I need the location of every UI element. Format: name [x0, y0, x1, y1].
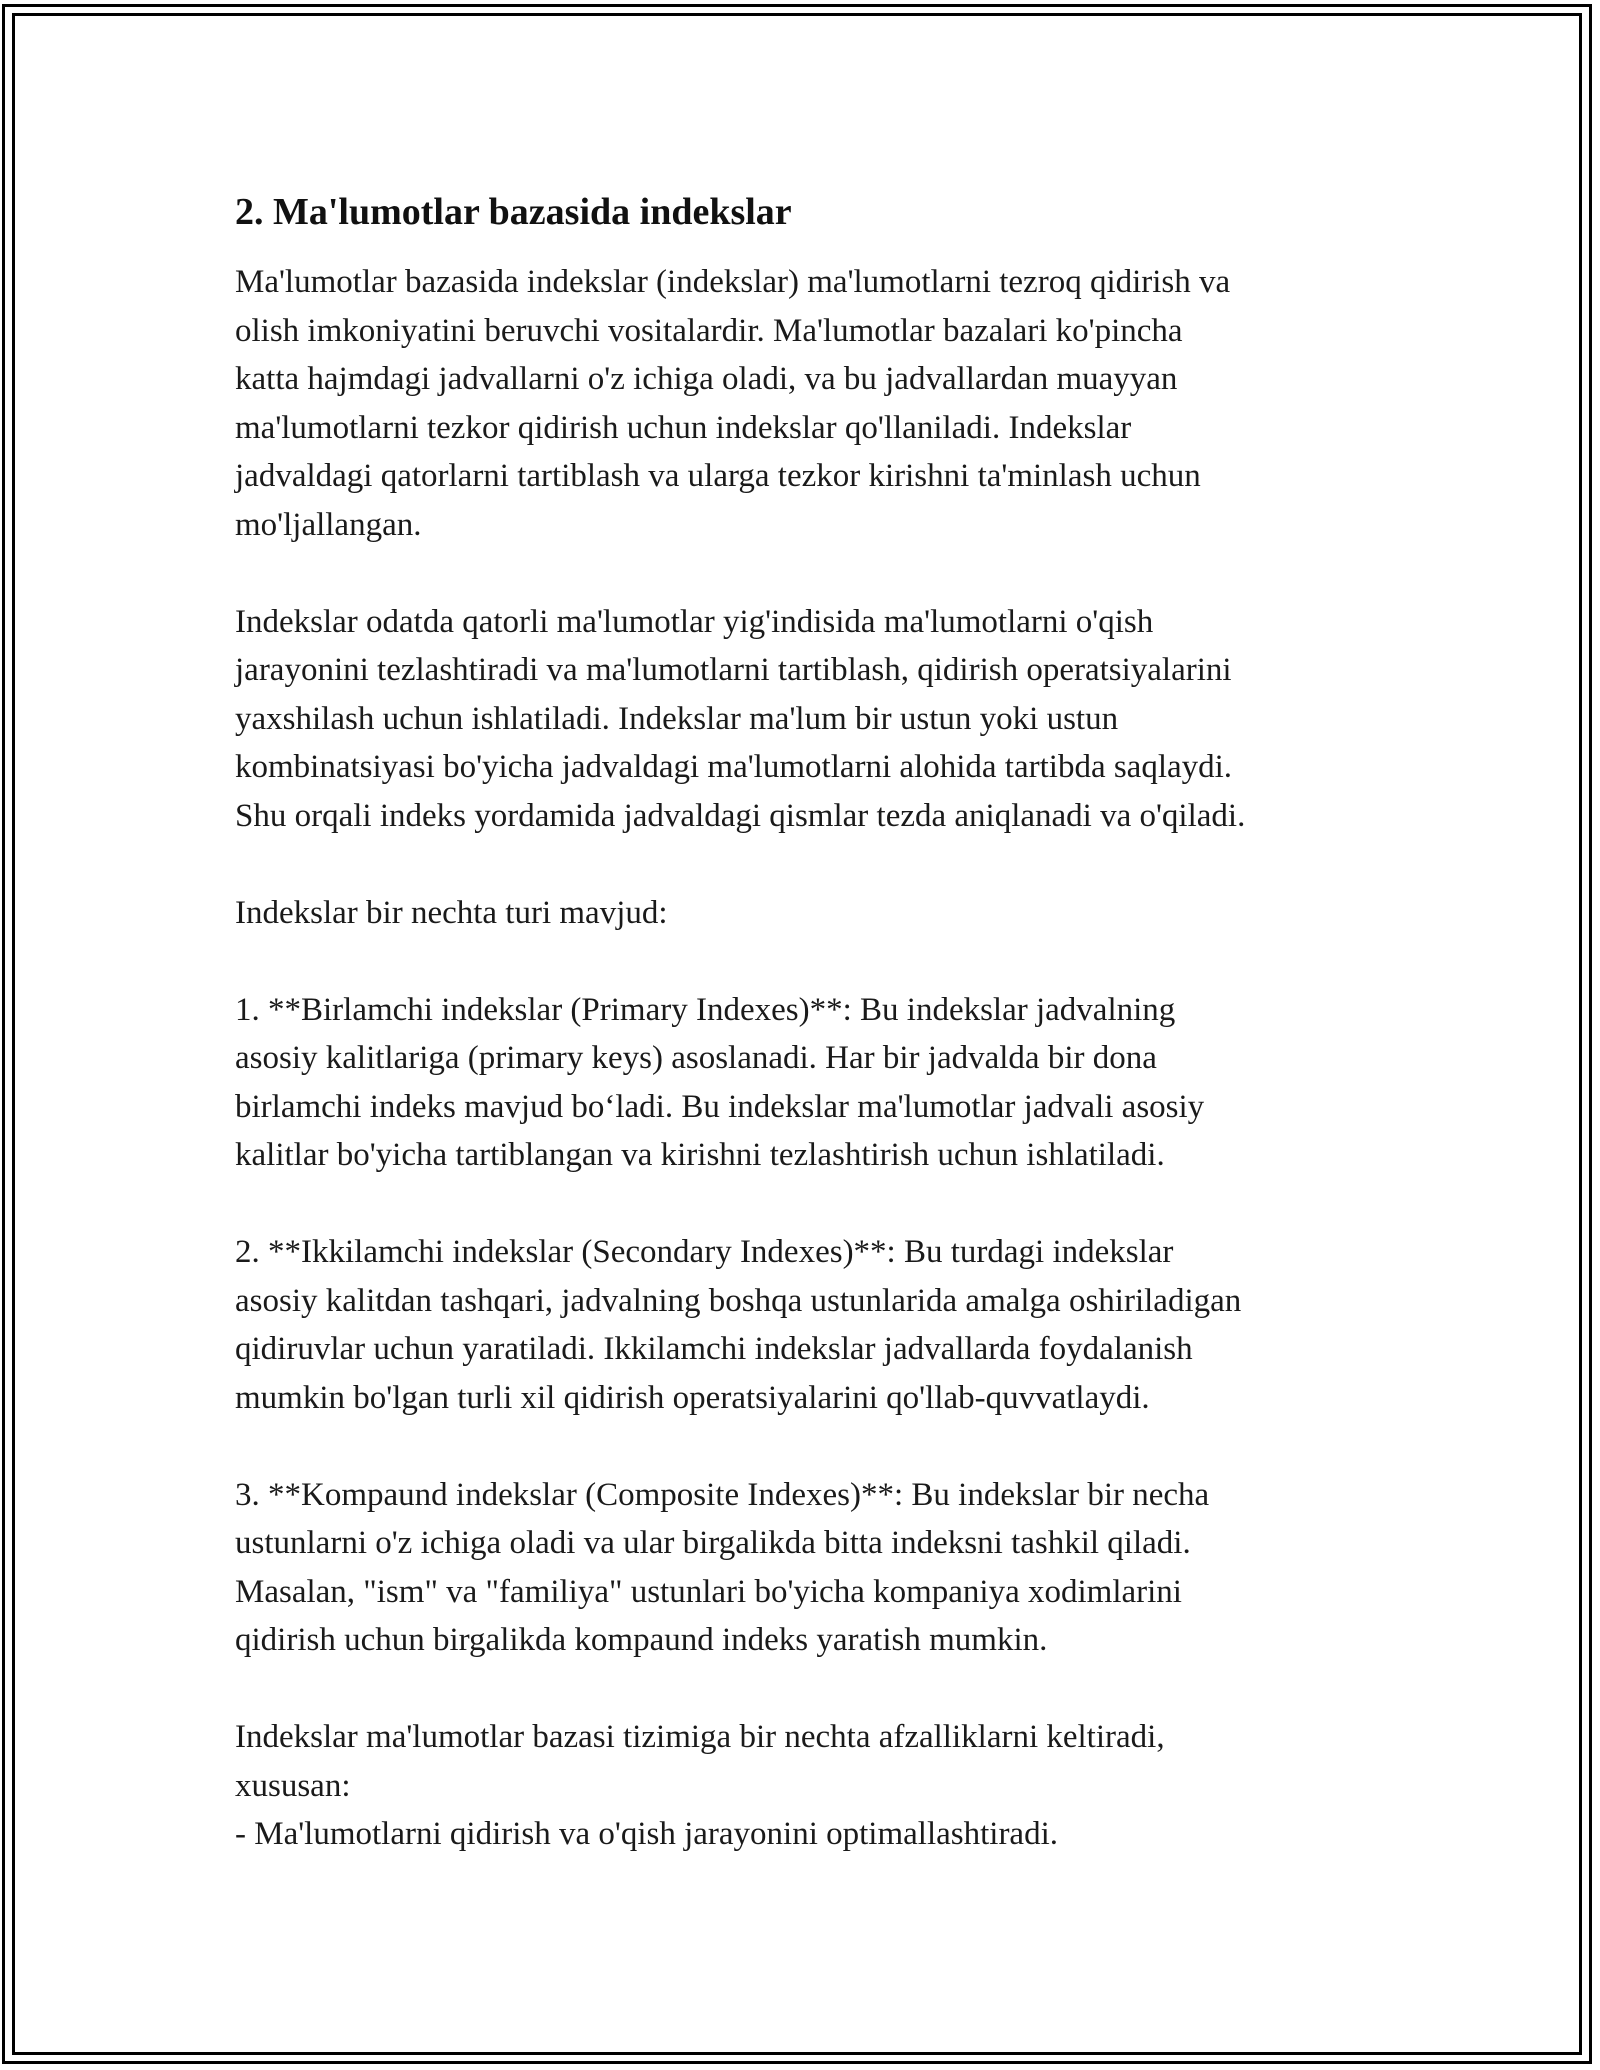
text-line: olish imkoniyatini beruvchi vositalardir. Ma'lumotlar bazalari ko'pincha	[235, 312, 1183, 349]
text-line: Shu orqali indeks yordamida jadvaldagi qismlar tezda aniqlanadi va o'qiladi.	[235, 797, 1246, 834]
text-line: Masalan, "ism" va "familiya" ustunlari bo'yicha kompaniya xodimlarini	[235, 1573, 1182, 1610]
section-heading: 2. Ma'lumotlar bazasida indekslar	[235, 191, 792, 233]
list-item-secondary	[235, 1228, 1375, 1422]
text-line: ustunlarni o'z ichiga oladi va ular birgalikda bitta indeksni tashkil qiladi.	[235, 1525, 1191, 1561]
text-line: 2. **Ikkilamchi indekslar (Secondary Indexes)**: Bu turdagi indekslar	[235, 1234, 1174, 1270]
paragraph-advantages	[235, 1713, 1375, 1859]
text-line: birlamchi indeks mavjud bo‘ladi. Bu indekslar ma'lumotlar jadvali asosiy	[235, 1088, 1205, 1125]
text-line: mo'ljallangan.	[235, 506, 422, 543]
text-line: kalitlar bo'yicha tartiblangan va kirishni tezlashtirish uchun ishlatiladi.	[235, 1137, 1165, 1173]
text-line: asosiy kalitdan tashqari, jadvalning boshqa ustunlarida amalga oshiriladigan	[235, 1282, 1242, 1319]
text-line: qidiruvlar uchun yaratiladi. Ikkilamchi indekslar jadvallarda foydalanish	[235, 1331, 1193, 1367]
text-line: asosiy kalitlariga (primary keys) asoslanadi. Har bir jadvalda bir dona	[235, 1040, 1157, 1076]
text-line: 3. **Kompaund indekslar (Composite Indexes)**: Bu indekslar bir necha	[235, 1476, 1210, 1513]
text-line: yaxshilash uchun ishlatiladi. Indekslar ma'lum bir ustun yoki ustun	[235, 700, 1119, 737]
text-line: katta hajmdagi jadvallarni o'z ichiga oladi, va bu jadvallardan muayyan	[235, 361, 1178, 397]
text-line: - Ma'lumotlarni qidirish va o'qish jarayonini optimallashtiradi.	[235, 1816, 1059, 1852]
list-item-primary	[235, 986, 1375, 1180]
text-line: ma'lumotlarni tezkor qidirish uchun indekslar qo'llaniladi. Indekslar	[235, 409, 1132, 446]
paragraph-usage	[235, 598, 1375, 841]
text-line: mumkin bo'lgan turli xil qidirish operatsiyalarini qo'llab-quvvatlaydi.	[235, 1379, 1150, 1416]
paragraph-intro	[235, 258, 1375, 549]
text-line: Indekslar ma'lumotlar bazasi tizimiga bir nechta afzalliklarni keltiradi,	[235, 1719, 1165, 1755]
text-line: jarayonini tezlashtiradi va ma'lumotlarni tartiblash, qidirish operatsiyalarini	[235, 652, 1232, 688]
text-line: jadvaldagi qatorlarni tartiblash va ularga tezkor kirishni ta'minlash uchun	[235, 458, 1201, 494]
text-line: qidirish uchun birgalikda kompaund indeks yaratish mumkin.	[235, 1622, 1048, 1658]
text-line: xususan:	[235, 1767, 351, 1804]
document-body	[235, 188, 1375, 1859]
paragraph-types-intro	[235, 889, 1375, 938]
text-line: Ma'lumotlar bazasida indekslar (indekslar) ma'lumotlarni tezroq qidirish va	[235, 264, 1231, 300]
text-line: Indekslar bir nechta turi mavjud:	[235, 894, 668, 931]
list-item-composite	[235, 1471, 1375, 1665]
text-line: 1. **Birlamchi indekslar (Primary Indexes)**: Bu indekslar jadvalning	[235, 991, 1176, 1028]
text-line: Indekslar odatda qatorli ma'lumotlar yig'indisida ma'lumotlarni o'qish	[235, 603, 1154, 640]
text-line: kombinatsiyasi bo'yicha jadvaldagi ma'lumotlarni alohida tartibda saqlaydi.	[235, 749, 1233, 785]
